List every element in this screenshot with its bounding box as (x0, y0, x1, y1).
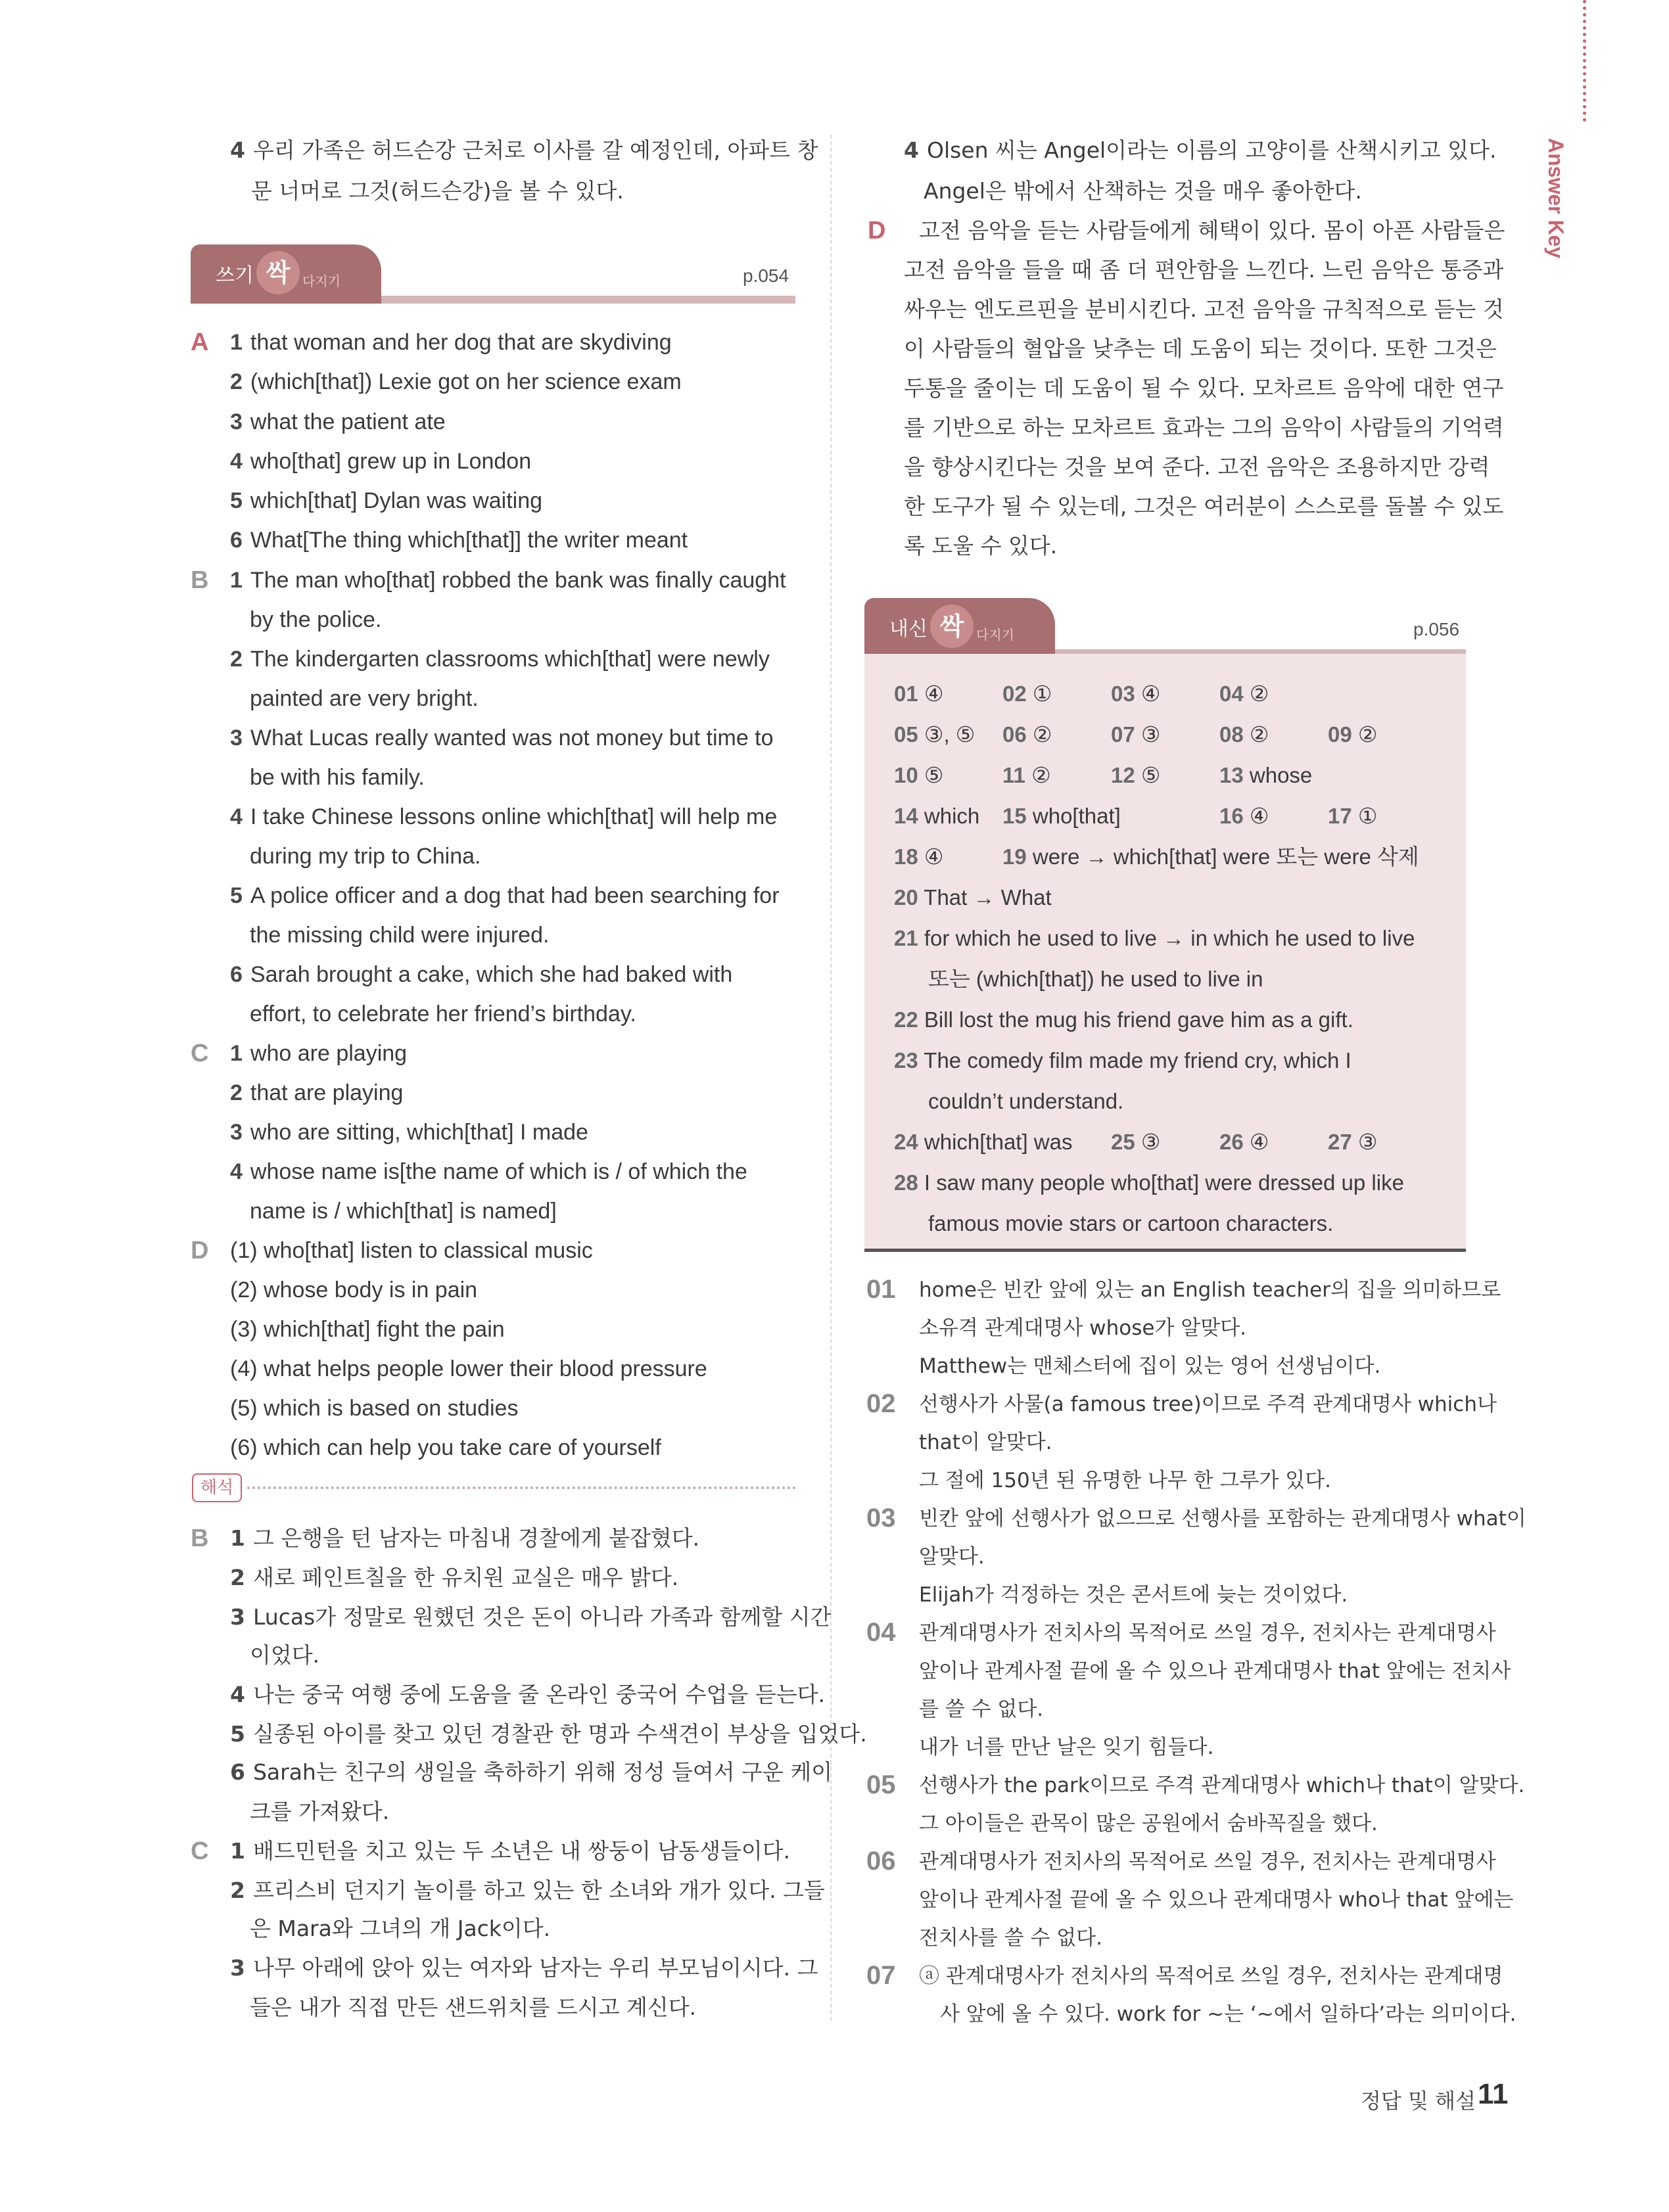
answer-06: 06 ② (1002, 722, 1052, 747)
trans-D-line8: 한 도구가 될 수 있는데, 그것은 여러분이 스스로를 돌볼 수 있도 (904, 494, 1504, 519)
trans-D-line7: 을 향상시킨다는 것을 보여 준다. 고전 음악은 조용하지만 강력 (904, 454, 1490, 480)
answer-D-6: (6) which can help you take care of yourself (230, 1435, 661, 1460)
answer-A-4: 4 who[that] grew up in London (230, 449, 532, 474)
answer-28-cont: famous movie stars or cartoon characters. (928, 1211, 1334, 1235)
writing-section-banner (191, 244, 795, 304)
explanation-02-l2: that이 알맞다. (919, 1431, 1052, 1454)
answer-24: 24 which[that] was (894, 1130, 1073, 1154)
answer-D-4: (4) what helps people lower their blood pressure (230, 1356, 707, 1381)
trans-B-1: 1 그 은행을 턴 남자는 마침내 경찰에게 붙잡혔다. (230, 1525, 700, 1551)
banner-sublabel: 다지기 (302, 273, 341, 289)
page-number: 11 (1478, 2078, 1509, 2110)
explanation-06-l3: 전치사를 쓸 수 없다. (919, 1926, 1102, 1950)
answer-D-5: (5) which is based on studies (230, 1396, 519, 1421)
answer-12: 12 ⑤ (1111, 763, 1161, 787)
trans-C-1: 1 배드민턴을 치고 있는 두 소년은 내 쌍둥이 남동생들이다. (230, 1838, 791, 1864)
answer-B-1: 1 The man who[that] robbed the bank was finally caught (230, 568, 786, 593)
banner-label: 쓰기 (216, 264, 254, 287)
trans-C-2: 2 프리스비 던지기 놀이를 하고 있는 한 소녀와 개가 있다. 그들 (230, 1878, 825, 1903)
trans-C-2-cont: 은 Mara와 그녀의 개 Jack이다. (250, 1916, 551, 1941)
school-test-section-banner (864, 598, 1466, 657)
answer-C-3: 3 who are sitting, which[that] I made (230, 1120, 588, 1145)
answer-B-2-cont: painted are very bright. (250, 686, 479, 711)
answer-22: 22 Bill lost the mug his friend gave him as a gift. (894, 1007, 1353, 1032)
explanation-03-l3: Elijah가 걱정하는 것은 콘서트에 늦는 것이었다. (919, 1583, 1348, 1607)
answer-28: 28 I saw many people who[that] were dressed up like (894, 1170, 1404, 1195)
explanation-05-l2: 그 아이들은 관목이 많은 공원에서 숨바꼭질을 했다. (919, 1812, 1378, 1835)
answer-B-6: 6 Sarah brought a cake, which she had baked with (230, 962, 733, 987)
answer-07: 07 ③ (1111, 722, 1161, 747)
answer-B-3: 3 What Lucas really wanted was not money but time to (230, 726, 774, 750)
answer-27: 27 ③ (1328, 1130, 1378, 1154)
answer-B-5-cont: the missing child were injured. (250, 923, 550, 948)
trans-D-line6: 를 기반으로 하는 모차르트 효과는 그의 음악이 사람들의 기억력 (904, 415, 1504, 440)
answer-08: 08 ② (1219, 722, 1269, 747)
answer-A-5: 5 which[that] Dylan was waiting (230, 488, 543, 513)
explanation-04-l3: 를 쓸 수 없다. (919, 1697, 1044, 1721)
answer-B-4: 4 I take Chinese lessons online which[that] will help me (230, 804, 778, 829)
trans-D-line9: 록 도울 수 있다. (904, 533, 1058, 559)
answer-A-3: 3 what the patient ate (230, 409, 446, 434)
answer-04: 04 ② (1219, 681, 1269, 706)
explanation-num-05: 05 (866, 1770, 896, 1799)
trans-letter-B: B (191, 1525, 209, 1552)
answer-C-1: 1 who are playing (230, 1041, 408, 1066)
explanation-num-03: 03 (866, 1504, 896, 1532)
section-letter-D: D (191, 1237, 209, 1264)
explanation-num-06: 06 (866, 1847, 896, 1876)
answer-19: 19 were → which[that] were 또는 were 삭제 (1002, 844, 1419, 869)
explanation-06-l2: 앞이나 관계사절 끝에 올 수 있으나 관계대명사 who나 that 앞에는 (919, 1888, 1514, 1912)
answer-09: 09 ② (1328, 722, 1378, 747)
trans-B-2: 2 새로 페인트칠을 한 유치원 교실은 매우 밝다. (230, 1565, 679, 1590)
trans-B-3: 3 Lucas가 정말로 원했던 것은 돈이 아니라 가족과 함께할 시간 (230, 1604, 832, 1630)
right-intro-line1: 4 Olsen 씨는 Angel이라는 이름의 고양이를 산책시키고 있다. (904, 137, 1497, 163)
left-intro-line1: 4 우리 가족은 허드슨강 근처로 이사를 갈 예정인데, 아파트 창 (230, 137, 818, 163)
answer-D-2: (2) whose body is in pain (230, 1278, 478, 1302)
trans-B-5: 5 실종된 아이를 찾고 있던 경찰관 한 명과 수색견이 부상을 입었다. (230, 1721, 867, 1747)
explanation-01-l3: Matthew는 맨체스터에 집이 있는 영어 선생님이다. (919, 1354, 1381, 1378)
answer-01: 01 ④ (894, 681, 944, 706)
answer-B-4-cont: during my trip to China. (250, 844, 481, 869)
explanation-06-l1: 관계대명사가 전치사의 목적어로 쓰일 경우, 전치사는 관계대명사 (919, 1850, 1496, 1874)
explanation-num-02: 02 (866, 1389, 896, 1418)
trans-C-3-cont: 들은 내가 직접 만든 샌드위치를 드시고 계신다. (250, 1994, 697, 2020)
banner-tab (191, 244, 381, 304)
translation-label: 해석 (192, 1473, 242, 1502)
answer-A-6: 6 What[The thing which[that]] the writer meant (230, 528, 688, 553)
explanation-07-l1: ⓐ 관계대명사가 전치사의 목적어로 쓰일 경우, 전치사는 관계대명 (919, 1964, 1503, 1988)
translation-divider (247, 1486, 796, 1489)
explanation-01-l1: home은 빈칸 앞에 있는 an English teacher의 집을 의미하므로 (919, 1278, 1501, 1302)
answer-13: 13 whose (1219, 763, 1313, 787)
answer-C-4-cont: name is / which[that] is named] (250, 1199, 557, 1224)
answer-23-cont: couldn’t understand. (928, 1089, 1124, 1113)
section-letter-A: A (191, 329, 209, 356)
answer-14: 14 which (894, 804, 980, 828)
trans-letter-D: D (868, 217, 886, 244)
answer-B-3-cont: be with his family. (250, 765, 425, 790)
explanation-num-01: 01 (866, 1275, 896, 1304)
explanation-05-l1: 선행사가 the park이므로 주격 관계대명사 which나 that이 알맞다. (919, 1774, 1525, 1797)
answer-B-6-cont: effort, to celebrate her friend’s birthday. (250, 1002, 636, 1026)
answer-B-5: 5 A police officer and a dog that had been searching for (230, 883, 780, 908)
banner-circle: 싹 (256, 251, 300, 294)
answer-17: 17 ① (1328, 804, 1378, 828)
trans-D-line5: 두통을 줄이는 데 도움이 될 수 있다. 모차르트 음악에 대한 연구 (904, 375, 1504, 401)
banner-circle: 싹 (930, 605, 974, 648)
answer-23: 23 The comedy film made my friend cry, which I (894, 1048, 1352, 1072)
answer-D-1: (1) who[that] listen to classical music (230, 1238, 593, 1263)
banner-sublabel: 다지기 (976, 627, 1014, 643)
answer-15: 15 who[that] (1002, 804, 1121, 828)
explanation-04-l1: 관계대명사가 전치사의 목적어로 쓰일 경우, 전치사는 관계대명사 (919, 1621, 1496, 1645)
answer-A-2: 2 (which[that]) Lexie got on her science exam (230, 369, 682, 394)
page-reference: p.056 (1413, 619, 1460, 639)
trans-letter-C: C (191, 1837, 209, 1865)
answer-A-1: 1 that woman and her dog that are skydiving (230, 330, 672, 355)
banner-label: 내신 (889, 618, 928, 641)
page-reference: p.054 (743, 265, 789, 286)
trans-D-line2: 고전 음악을 들을 때 좀 더 편안함을 느낀다. 느린 음악은 통증과 (904, 257, 1504, 283)
explanation-07-l2: 사 앞에 올 수 있다. work for ~는 ‘~에서 일하다’라는 의미이다. (940, 2002, 1516, 2026)
trans-B-6-cont: 크를 가져왔다. (250, 1799, 390, 1824)
left-intro-line2: 문 너머로 그것(허드슨강)을 볼 수 있다. (251, 178, 624, 204)
answer-21-cont: 또는 (which[that]) he used to live in (928, 967, 1263, 991)
section-letter-C: C (191, 1040, 209, 1067)
answer-16: 16 ④ (1219, 804, 1269, 828)
answer-C-4: 4 whose name is[the name of which is / of which the (230, 1159, 747, 1184)
answer-B-2: 2 The kindergarten classrooms which[that] were newly (230, 647, 770, 672)
answer-05: 05 ③, ⑤ (894, 722, 976, 747)
explanation-01-l2: 소유격 관계대명사 whose가 알맞다. (919, 1316, 1246, 1340)
explanation-04-l4: 내가 너를 만난 날은 잊기 힘들다. (919, 1736, 1214, 1759)
answer-C-2: 2 that are playing (230, 1080, 404, 1105)
answer-25: 25 ③ (1111, 1130, 1161, 1154)
trans-B-3-cont: 이었다. (250, 1642, 320, 1668)
explanation-04-l2: 앞이나 관계사절 끝에 올 수 있으나 관계대명사 that 앞에는 전치사 (919, 1659, 1511, 1683)
answer-21: 21 for which he used to live → in which he used to live (894, 926, 1415, 950)
footer-label: 정답 및 해설 (1361, 2088, 1476, 2113)
answer-B-1-cont: by the police. (250, 607, 382, 632)
answer-03: 03 ④ (1111, 681, 1161, 706)
explanation-02-l3: 그 절에 150년 된 유명한 나무 한 그루가 있다. (919, 1469, 1331, 1492)
answer-11: 11 ② (1002, 763, 1051, 787)
right-intro-line2: Angel은 밖에서 산책하는 것을 매우 좋아한다. (924, 178, 1362, 204)
explanation-03-l2: 알맞다. (919, 1545, 985, 1569)
answer-10: 10 ⑤ (894, 763, 944, 787)
answer-18: 18 ④ (894, 844, 944, 869)
answer-20: 20 That → What (894, 885, 1052, 910)
explanation-03-l1: 빈칸 앞에 선행사가 없으므로 선행사를 포함하는 관계대명사 what이 (919, 1507, 1526, 1531)
trans-B-4: 4 나는 중국 여행 중에 도움을 줄 온라인 중국어 수업을 듣는다. (230, 1682, 825, 1707)
answer-D-3: (3) which[that] fight the pain (230, 1317, 505, 1342)
section-letter-B: B (191, 566, 209, 594)
trans-C-3: 3 나무 아래에 앉아 있는 여자와 남자는 우리 부모님이시다. 그 (230, 1955, 818, 1981)
banner-tab (864, 598, 1055, 657)
trans-B-6: 6 Sarah는 친구의 생일을 축하하기 위해 정성 들여서 구운 케이 (230, 1759, 833, 1785)
trans-D-line1: 고전 음악을 듣는 사람들에게 혜택이 있다. 몸이 아픈 사람들은 (919, 218, 1505, 243)
answer-26: 26 ④ (1219, 1130, 1269, 1154)
answer-box-underline (864, 1249, 1466, 1252)
explanation-num-04: 04 (866, 1618, 896, 1647)
trans-D-line4: 이 사람들의 혈압을 낮추는 데 도움이 되는 것이다. 또한 그것은 (904, 336, 1497, 361)
trans-D-line3: 싸우는 엔도르핀을 분비시킨다. 고전 음악을 규칙적으로 듣는 것 (904, 296, 1504, 322)
answer-02: 02 ① (1002, 681, 1052, 706)
side-dots-decoration (1583, 0, 1586, 122)
side-title: Answer Key (1544, 138, 1568, 259)
explanation-num-07: 07 (866, 1961, 896, 1990)
explanation-02-l1: 선행사가 사물(a famous tree)이므로 주격 관계대명사 which나 (919, 1393, 1497, 1416)
